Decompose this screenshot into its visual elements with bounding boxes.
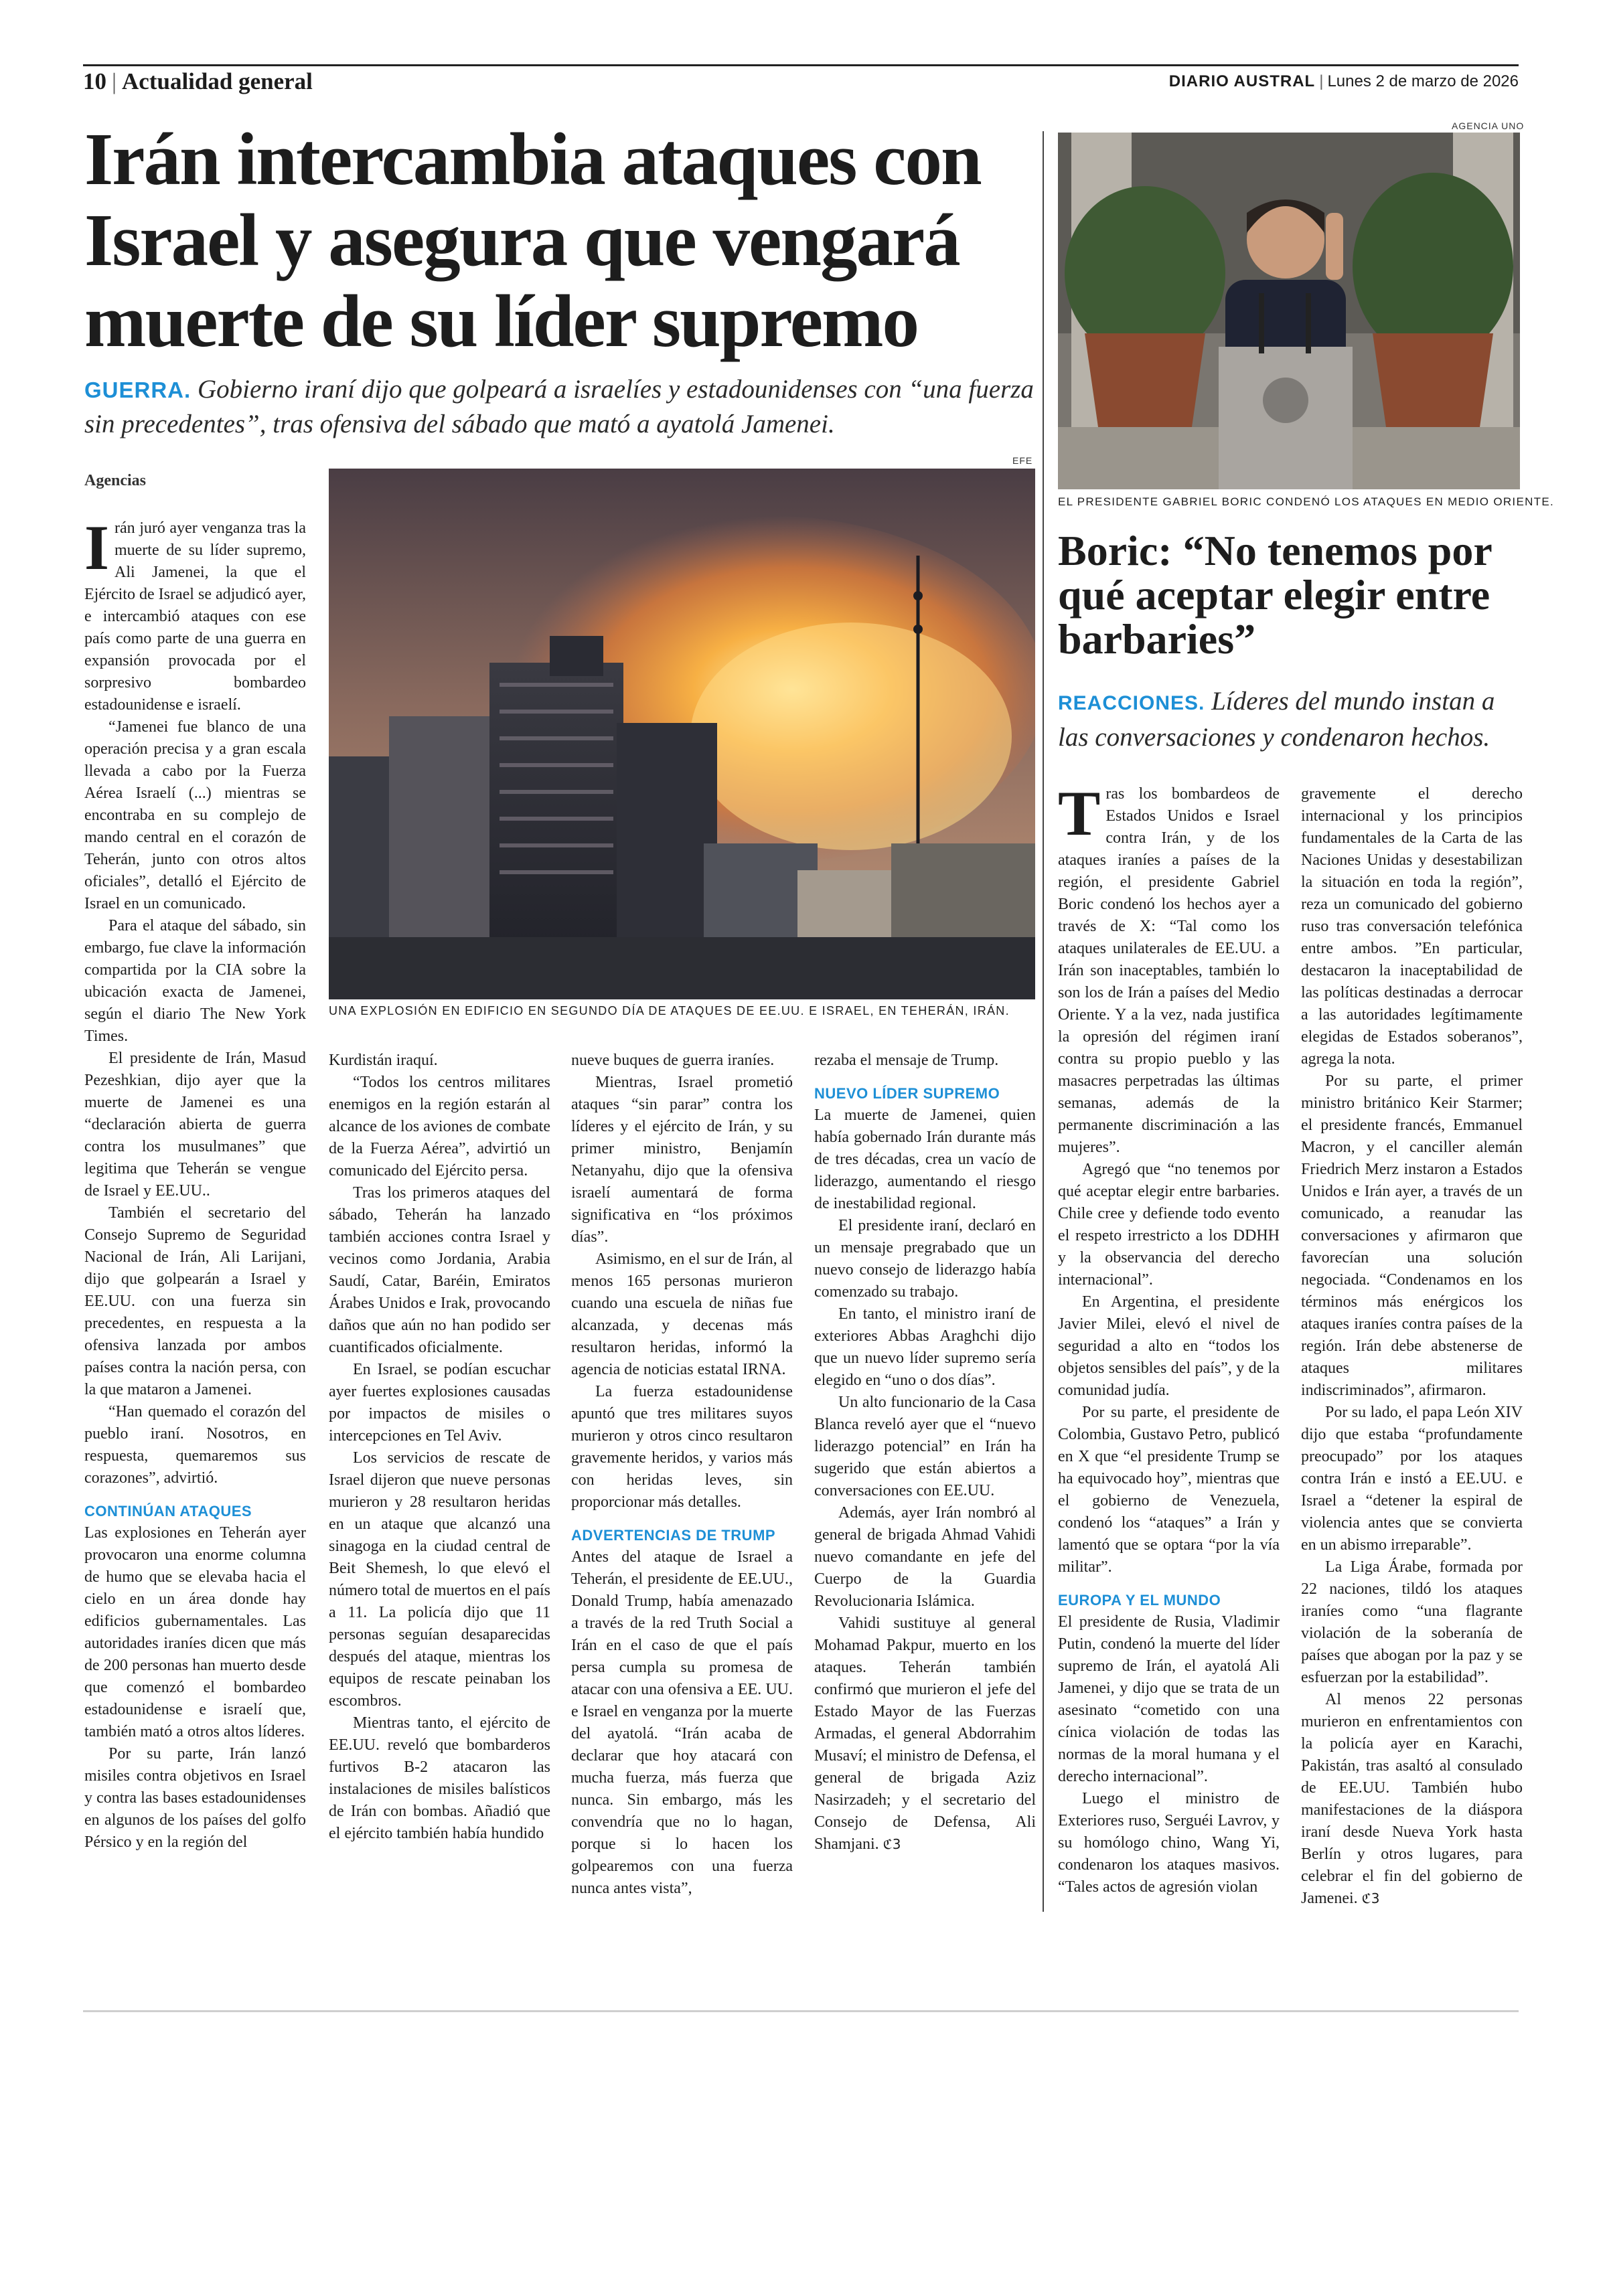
main-photo-credit: EFE	[1012, 455, 1033, 466]
paragraph	[814, 1613, 1036, 1856]
side-headline: Boric: “No tenemos por qué aceptar elegir entre barbaries”	[1058, 527, 1492, 663]
paragraph: También el secretario del Consejo Supremo de Seguridad Nacional de Irán, Ali Larijani, dijo que golpearán a Israel y EE.UU. con una fuerza sin precedentes, en respuesta a la ofensiva lanzada por ambos países contra la nación persa, con la que mataron a Jamenei.	[84, 1204, 306, 1398]
paragraph: Antes del ataque de Israel a Teherán, el presidente de EE.UU., Donald Trump, había amenazado a través de la red Truth Social a Irán en el caso de que el país persa cumpla su promesa de atacar con una ofensiva a EE. UU. e Israel en venganza por la muerte del ayatolá. “Irán acaba de declarar que hoy atacará con mucha fuerza, más fuerza que nunca. Sin embargo, más les convendría que no lo hagan, porque si lo hacen los golpearemos con una fuerza nunca antes vista”,	[571, 1548, 793, 1897]
paragraph: Los servicios de rescate de Israel dijeron que nueve personas murieron y 28 resultaron heridas en un ataque que alcanzó una sinagoga en la ciudad central de Beit Shemesh, lo que elevó el número total de muertos en el país a 11. La policía dijo que 11 personas seguían desaparecidas después del ataque, mientras los equipos de rescate peinaban los escombros.	[329, 1449, 550, 1710]
byline: Agencias	[84, 472, 146, 489]
subheading: EUROPA Y EL MUNDO	[1058, 1592, 1221, 1609]
paragraph: Un alto funcionario de la Casa Blanca reveló ayer que el “nuevo liderazgo potencial” en Irán ha sugerido que están abiertos a conversaciones con EE.UU.	[814, 1394, 1036, 1499]
paragraph: Mientras tanto, el ejército de EE.UU. reveló que bombarderos furtivos B-2 atacaron las instalaciones de misiles balísticos de Irán con bombas. Añadió que el ejército también había hundido	[329, 1714, 550, 1842]
paragraph: “Jamenei fue blanco de una operación precisa y a gran escala llevada a cabo por la Fuerza Aérea Israelí (...) mientras se encontraba en su complejo de mando central en el corazón de Teherán, junto con otros altos oficiales”, detalló el Ejército de Israel en un comunicado.	[84, 718, 306, 912]
header-separator: |	[1319, 72, 1324, 90]
page-section-header	[83, 67, 313, 96]
paragraph	[84, 517, 306, 716]
main-photo-caption: UNA EXPLOSIÓN EN EDIFICIO EN SEGUNDO DÍA DE ATAQUES DE EE.UU. E ISRAEL, EN TEHERÁN, IRÁN.	[329, 1004, 1010, 1017]
paragraph: Además, ayer Irán nombró al general de brigada Ahmad Vahidi nuevo comandante en jefe del Cuerpo de la Guardia Revolucionaria Islámica.	[814, 1504, 1036, 1610]
boric-photo-graphic	[1058, 133, 1520, 489]
paragraph: El presidente iraní, declaró en un mensaje pregrabado que un nuevo consejo de liderazgo había comenzado su trabajo.	[814, 1217, 1036, 1301]
paragraph: La Liga Árabe, formada por 22 naciones, tildó los ataques iraníes como “una flagrante violación de la soberanía de países que abogan por la paz y se esfuerzan por la estabilidad”.	[1301, 1558, 1523, 1686]
paragraph: En tanto, el ministro iraní de exteriores Abbas Araghchi dijo que un nuevo líder supremo sería elegido en “uno o dos días”.	[814, 1305, 1036, 1389]
paragraph: Agregó que “no tenemos por qué aceptar elegir entre barbaries. Chile cree y defiende todo evento el respeto irrestricto a los DDHH y la observancia del derecho internacional”.	[1058, 1161, 1280, 1289]
bottom-rule	[83, 2010, 1519, 2012]
paragraph	[1301, 1689, 1523, 1910]
main-column-4	[814, 1050, 1036, 1913]
paragraph: gravemente el derecho internacional y los principios fundamentales de la Carta de las Naciones Unidas y desestabilizan la situación en toda la región”, reza un comunicado del gobierno ruso tras conversación telefónica entre ambos. ”En particular, destacaron la inaceptabilidad de las políticas destinadas a derrocar a las autoridades legítimamente elegidas de Estados soberanos”, agrega la nota.	[1301, 785, 1523, 1068]
paragraph: Mientras, Israel prometió ataques “sin parar” contra los líderes y el ejército de Irán, y su primer ministro, Benjamín Netanyahu, dijo que la ofensiva israelí aumentará de forma significativa en “los próximos días”.	[571, 1074, 793, 1246]
explosion-photo-graphic	[329, 469, 1035, 999]
paragraph: Asimismo, en el sur de Irán, al menos 165 personas murieron cuando una escuela de niñas fue alcanzada, y decenas más resultaron heridas, informó la agencia de noticias estatal IRNA.	[571, 1250, 793, 1378]
paragraph: Por su parte, Irán lanzó misiles contra objetivos en Israel y contra las bases estadounidenses en algunos de los países del golfo Pérsico y en la región del	[84, 1745, 306, 1851]
paragraph: “Han quemado el corazón del pueblo iraní. Nosotros, en respuesta, quemaremos sus corazones”, advirtió.	[84, 1403, 306, 1487]
subheading: CONTINÚAN ATAQUES	[84, 1503, 252, 1520]
header-separator: |	[112, 68, 117, 94]
main-column-1	[84, 517, 306, 1923]
paragraph: Tras los primeros ataques del sábado, Teherán ha lanzado también acciones contra Israel y vecinos como Jordania, Arabia Saudí, Catar, Baréin, Emiratos Árabes Unidos e Irak, provocando daños que aún no han podido ser cuantificados oficialmente.	[329, 1184, 550, 1356]
side-deck-text: Líderes del mundo instan a las conversaciones y condenaron hechos.	[1058, 687, 1495, 752]
side-deck	[1058, 684, 1527, 754]
boric-photo	[1058, 133, 1520, 489]
main-deck	[84, 372, 1035, 441]
main-column-3	[571, 1050, 793, 1913]
paragraph: Para el ataque del sábado, sin embargo, fue clave la información compartida por la CIA sobre la ubicación exacta de Jamenei, según el diario The New York Times.	[84, 917, 306, 1045]
paragraph: Por su lado, el papa León XIV dijo que estaba “profundamente preocupado” por los ataques contra Irán e instó a EE.UU. e Israel a “detener la espiral de violencia antes que se convierta en un abismo irreparable”.	[1301, 1404, 1523, 1554]
publication-date: Lunes 2 de marzo de 2026	[1327, 72, 1519, 90]
subheading: ADVERTENCIAS DE TRUMP	[571, 1527, 776, 1544]
section-name: Actualidad general	[122, 68, 313, 94]
paragraph: En Israel, se podían escuchar ayer fuertes explosiones causadas por impactos de misiles o intercepciones en Tel Aviv.	[329, 1361, 550, 1445]
paragraph: La fuerza estadounidense apuntó que tres militares suyos murieron y otros cinco resultaron gravemente heridos, y varios más con heridas leves, sin proporcionar más detalles.	[571, 1383, 793, 1511]
subheading: NUEVO LÍDER SUPREMO	[814, 1085, 1000, 1102]
side-kicker: REACCIONES.	[1058, 692, 1205, 714]
paragraph: “Todos los centros militares enemigos en la región estarán al alcance de los aviones de combate de la Fuerza Aérea”, advirtió un comunicado del Ejército persa.	[329, 1074, 550, 1179]
main-kicker: GUERRA.	[84, 378, 192, 402]
paragraph-text: rán juró ayer venganza tras la muerte de su líder supremo, Ali Jamenei, la que el Ejército de Israel se adjudicó ayer, e intercambió ataques con ese país como parte de una guerra en expansión provocada por el sorpresivo bombardeo estadounidense e israelí.	[84, 519, 306, 714]
paragraph: nueve buques de guerra iraníes.	[571, 1052, 775, 1069]
main-deck-text: Gobierno iraní dijo que golpeará a israelíes y estadounidenses con “una fuerza sin precedentes”, tras ofensiva del sábado que mató a ayatolá Jamenei.	[84, 375, 1034, 438]
paragraph: Las explosiones en Teherán ayer provocaron una enorme columna de humo que se elevaba hacia el cielo en un área donde hay edificios gubernamentales. Las autoridades iraníes dicen que más de 200 personas han muerto desde que comenzó el bombardeo estadounidense e israelí que, también mató a otros altos líderes.	[84, 1524, 306, 1740]
publication-name: DIARIO AUSTRAL	[1168, 72, 1316, 90]
side-photo-caption: EL PRESIDENTE GABRIEL BORIC CONDENÓ LOS ATAQUES EN MEDIO ORIENTE.	[1058, 495, 1555, 508]
paragraph: rezaba el mensaje de Trump.	[814, 1052, 999, 1069]
explosion-photo	[329, 469, 1035, 999]
paragraph-text: Vahidi sustituye al general Mohamad Pakpur, muerto en los ataques. Teherán también confirmó que murieron el jefe del Estado Mayor de las Fuerzas Armadas, el general Abdorrahim Musaví; el ministro de Defensa, el general de brigada Aziz Nasirzadeh; y el secretario del Consejo de Defensa, Ali Shamjani.	[814, 1615, 1036, 1853]
paragraph: La muerte de Jamenei, quien había gobernado Irán durante más de tres décadas, crea un vacío de liderazgo, aumentando el riesgo de inestabilidad regional.	[814, 1106, 1036, 1212]
side-photo-credit: AGENCIA UNO	[1452, 120, 1525, 131]
column-divider	[1043, 131, 1044, 1912]
top-rule	[83, 64, 1519, 66]
paragraph: Por su parte, el presidente de Colombia, Gustavo Petro, publicó en X que “el presidente Trump se ha equivocado hoy”, mientras que el gobierno de Venezuela, condenó los “ataques” a Irán y lamentó que se optara “por la vía militar”.	[1058, 1404, 1280, 1576]
publication-header	[1169, 71, 1519, 92]
main-column-2	[329, 1050, 550, 1913]
paragraph	[1058, 783, 1280, 1159]
end-mark-icon: ℭ3	[883, 1836, 901, 1852]
paragraph: Luego el ministro de Exteriores ruso, Serguéi Lavrov, y su homólogo chino, Wang Yi, condenaron los ataques masivos. “Tales actos de agresión violan	[1058, 1790, 1280, 1896]
paragraph: En Argentina, el presidente Javier Milei, elevó el nivel de seguridad a alto en “todos los objetos sensibles del país”, y de la comunidad judía.	[1058, 1293, 1280, 1399]
page-number: 10	[83, 68, 106, 94]
paragraph-text: Al menos 22 personas murieron en enfrentamientos con la policía ayer en Karachi, Pakistán, tras asaltó al consulado de EE.UU. También hubo manifestaciones de la diáspora iraní desde Nueva York hasta Berlín y otros lugares, para celebrar el fin del gobierno de Jamenei.	[1301, 1691, 1523, 1907]
main-headline: Irán intercambia ataques con Israel y asegura que vengará muerte de su líder supremo	[84, 118, 981, 363]
drop-cap: T	[1058, 783, 1101, 849]
paragraph-text: ras los bombardeos de Estados Unidos e Israel contra Irán, y de los ataques iraníes a países de la región, el presidente Gabriel Boric condenó los hechos ayer a través de X: “Tal como los ataques unilaterales de EE.UU. a Irán son inaceptables, también lo son los de Irán a países del Medio Oriente. Y a la vez, nada justifica la opresión del régimen iraní contra su propio pueblo y las masacres perpetradas las últimas semanas, además de la permanente discriminación a las mujeres”.	[1058, 785, 1280, 1156]
paragraph: Por su parte, el primer ministro británico Keir Starmer; el presidente francés, Emmanuel Macron, y el canciller alemán Friedrich Merz instaron a Estados Unidos e Irán ayer, a través de un comunicado, a reanudar las conversaciones y afirmaron que favorecían una solución negociada. “Condenamos en los términos más enérgicos los ataques iraníes contra países de la región. Irán debe abstenerse de ataques militares indiscriminados”, afirmaron.	[1301, 1072, 1523, 1399]
paragraph: El presidente de Rusia, Vladimir Putin, condenó la muerte del líder supremo de Irán, el ayatolá Ali Jamenei, y dijo que se trata de un asesinato “cometido con una cínica violación de todas las normas de la moral humana y el derecho internacional”.	[1058, 1613, 1280, 1785]
paragraph: El presidente de Irán, Masud Pezeshkian, dijo ayer que la muerte de Jamenei es una “declaración abierta de guerra contra los musulmanes” que legitima que Teherán se vengue de Israel y EE.UU..	[84, 1050, 306, 1200]
side-column-2	[1301, 783, 1523, 1914]
drop-cap: I	[84, 517, 109, 583]
end-mark-icon: ℭ3	[1361, 1890, 1380, 1906]
side-column-1	[1058, 783, 1280, 1914]
paragraph: Kurdistán iraquí.	[329, 1052, 438, 1069]
